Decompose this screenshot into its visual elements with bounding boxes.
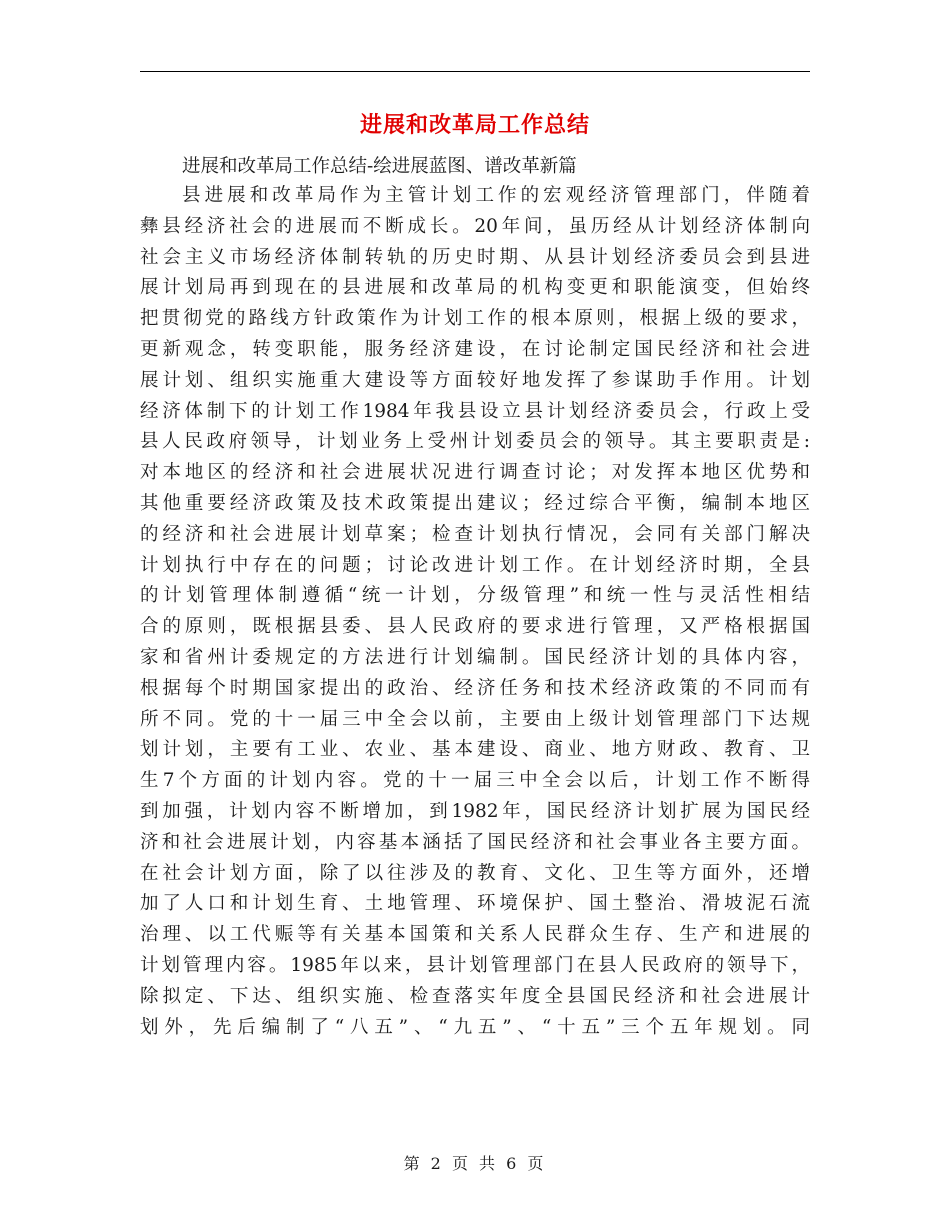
body-line: 展计划、组织实施重大建设等方面较好地发挥了参谋助手作用。计划 [140,369,810,391]
body-line: 社会主义市场经济体制转轨的历史时期、从县计划经济委员会到县进 [140,246,810,268]
body-line: 彝县经济社会的进展而不断成长。20年间，虽历经从计划经济体制向 [140,215,810,237]
body-line: 治理、以工代赈等有关基本国策和关系人民群众生存、生产和进展的 [140,924,810,946]
body-line: 的经济和社会进展计划草案；检查计划执行情况，会同有关部门解决 [140,523,810,545]
body-line: 生7个方面的计划内容。党的十一届三中全会以后，计划工作不断得 [140,770,810,792]
body-line: 更新观念，转变职能，服务经济建设，在讨论制定国民经济和社会进 [140,338,810,360]
body-line: 经济体制下的计划工作1984年我县设立县计划经济委员会，行政上受 [140,400,810,422]
page-number: 第 2 页 共 6 页 [403,1154,547,1173]
body-line: 其他重要经济政策及技术政策提出建议；经过综合平衡，编制本地区 [140,492,810,514]
body-line: 县进展和改革局作为主管计划工作的宏观经济管理部门，伴随着 [182,185,810,206]
document-title: 进展和改革局工作总结 [359,112,590,138]
body-line: 所不同。党的十一届三中全会以前，主要由上级计划管理部门下达规 [140,708,810,730]
body-line: 根据每个时期国家提出的政治、经济任务和技术经济政策的不同而有 [140,677,810,699]
body-line: 除拟定、下达、组织实施、检查落实年度全县国民经济和社会进展计 [140,985,810,1007]
body-line: 展计划局再到现在的县进展和改革局的机构变更和职能演变，但始终 [140,277,810,299]
body-line: 对本地区的经济和社会进展状况进行调查讨论；对发挥本地区优势和 [140,462,810,484]
body-line: 合的原则，既根据县委、县人民政府的要求进行管理，又严格根据国 [140,616,810,638]
document-subtitle: 进展和改革局工作总结-绘进展蓝图、谱改革新篇 [182,156,577,177]
body-line: 加了人口和计划生育、土地管理、环境保护、国土整治、滑坡泥石流 [140,893,810,915]
body-line: 计划管理内容。1985年以来，县计划管理部门在县人民政府的领导下， [140,954,810,976]
header-rule [140,71,810,72]
body-line: 在社会计划方面，除了以往涉及的教育、文化、卫生等方面外，还增 [140,862,810,884]
body-line: 家和省州计委规定的方法进行计划编制。国民经济计划的具体内容， [140,646,810,668]
document-body [140,181,810,1043]
body-line: 济和社会进展计划，内容基本涵括了国民经济和社会事业各主要方面。 [140,831,810,853]
body-line: 划计划，主要有工业、农业、基本建设、商业、地方财政、教育、卫 [140,739,810,761]
body-line: 的计划管理体制遵循“统一计划，分级管理”和统一性与灵活性相结 [140,585,810,607]
body-line: 计划执行中存在的问题；讨论改进计划工作。在计划经济时期，全县 [140,554,810,576]
body-line: 到加强，计划内容不断增加，到1982年，国民经济计划扩展为国民经 [140,800,810,822]
body-line: 划外，先后编制了“八五”、“九五”、“十五”三个五年规划。同 [140,1016,810,1038]
body-line: 把贯彻党的路线方针政策作为计划工作的根本原则，根据上级的要求， [140,308,810,330]
body-line: 县人民政府领导，计划业务上受州计划委员会的领导。其主要职责是: [140,431,810,453]
